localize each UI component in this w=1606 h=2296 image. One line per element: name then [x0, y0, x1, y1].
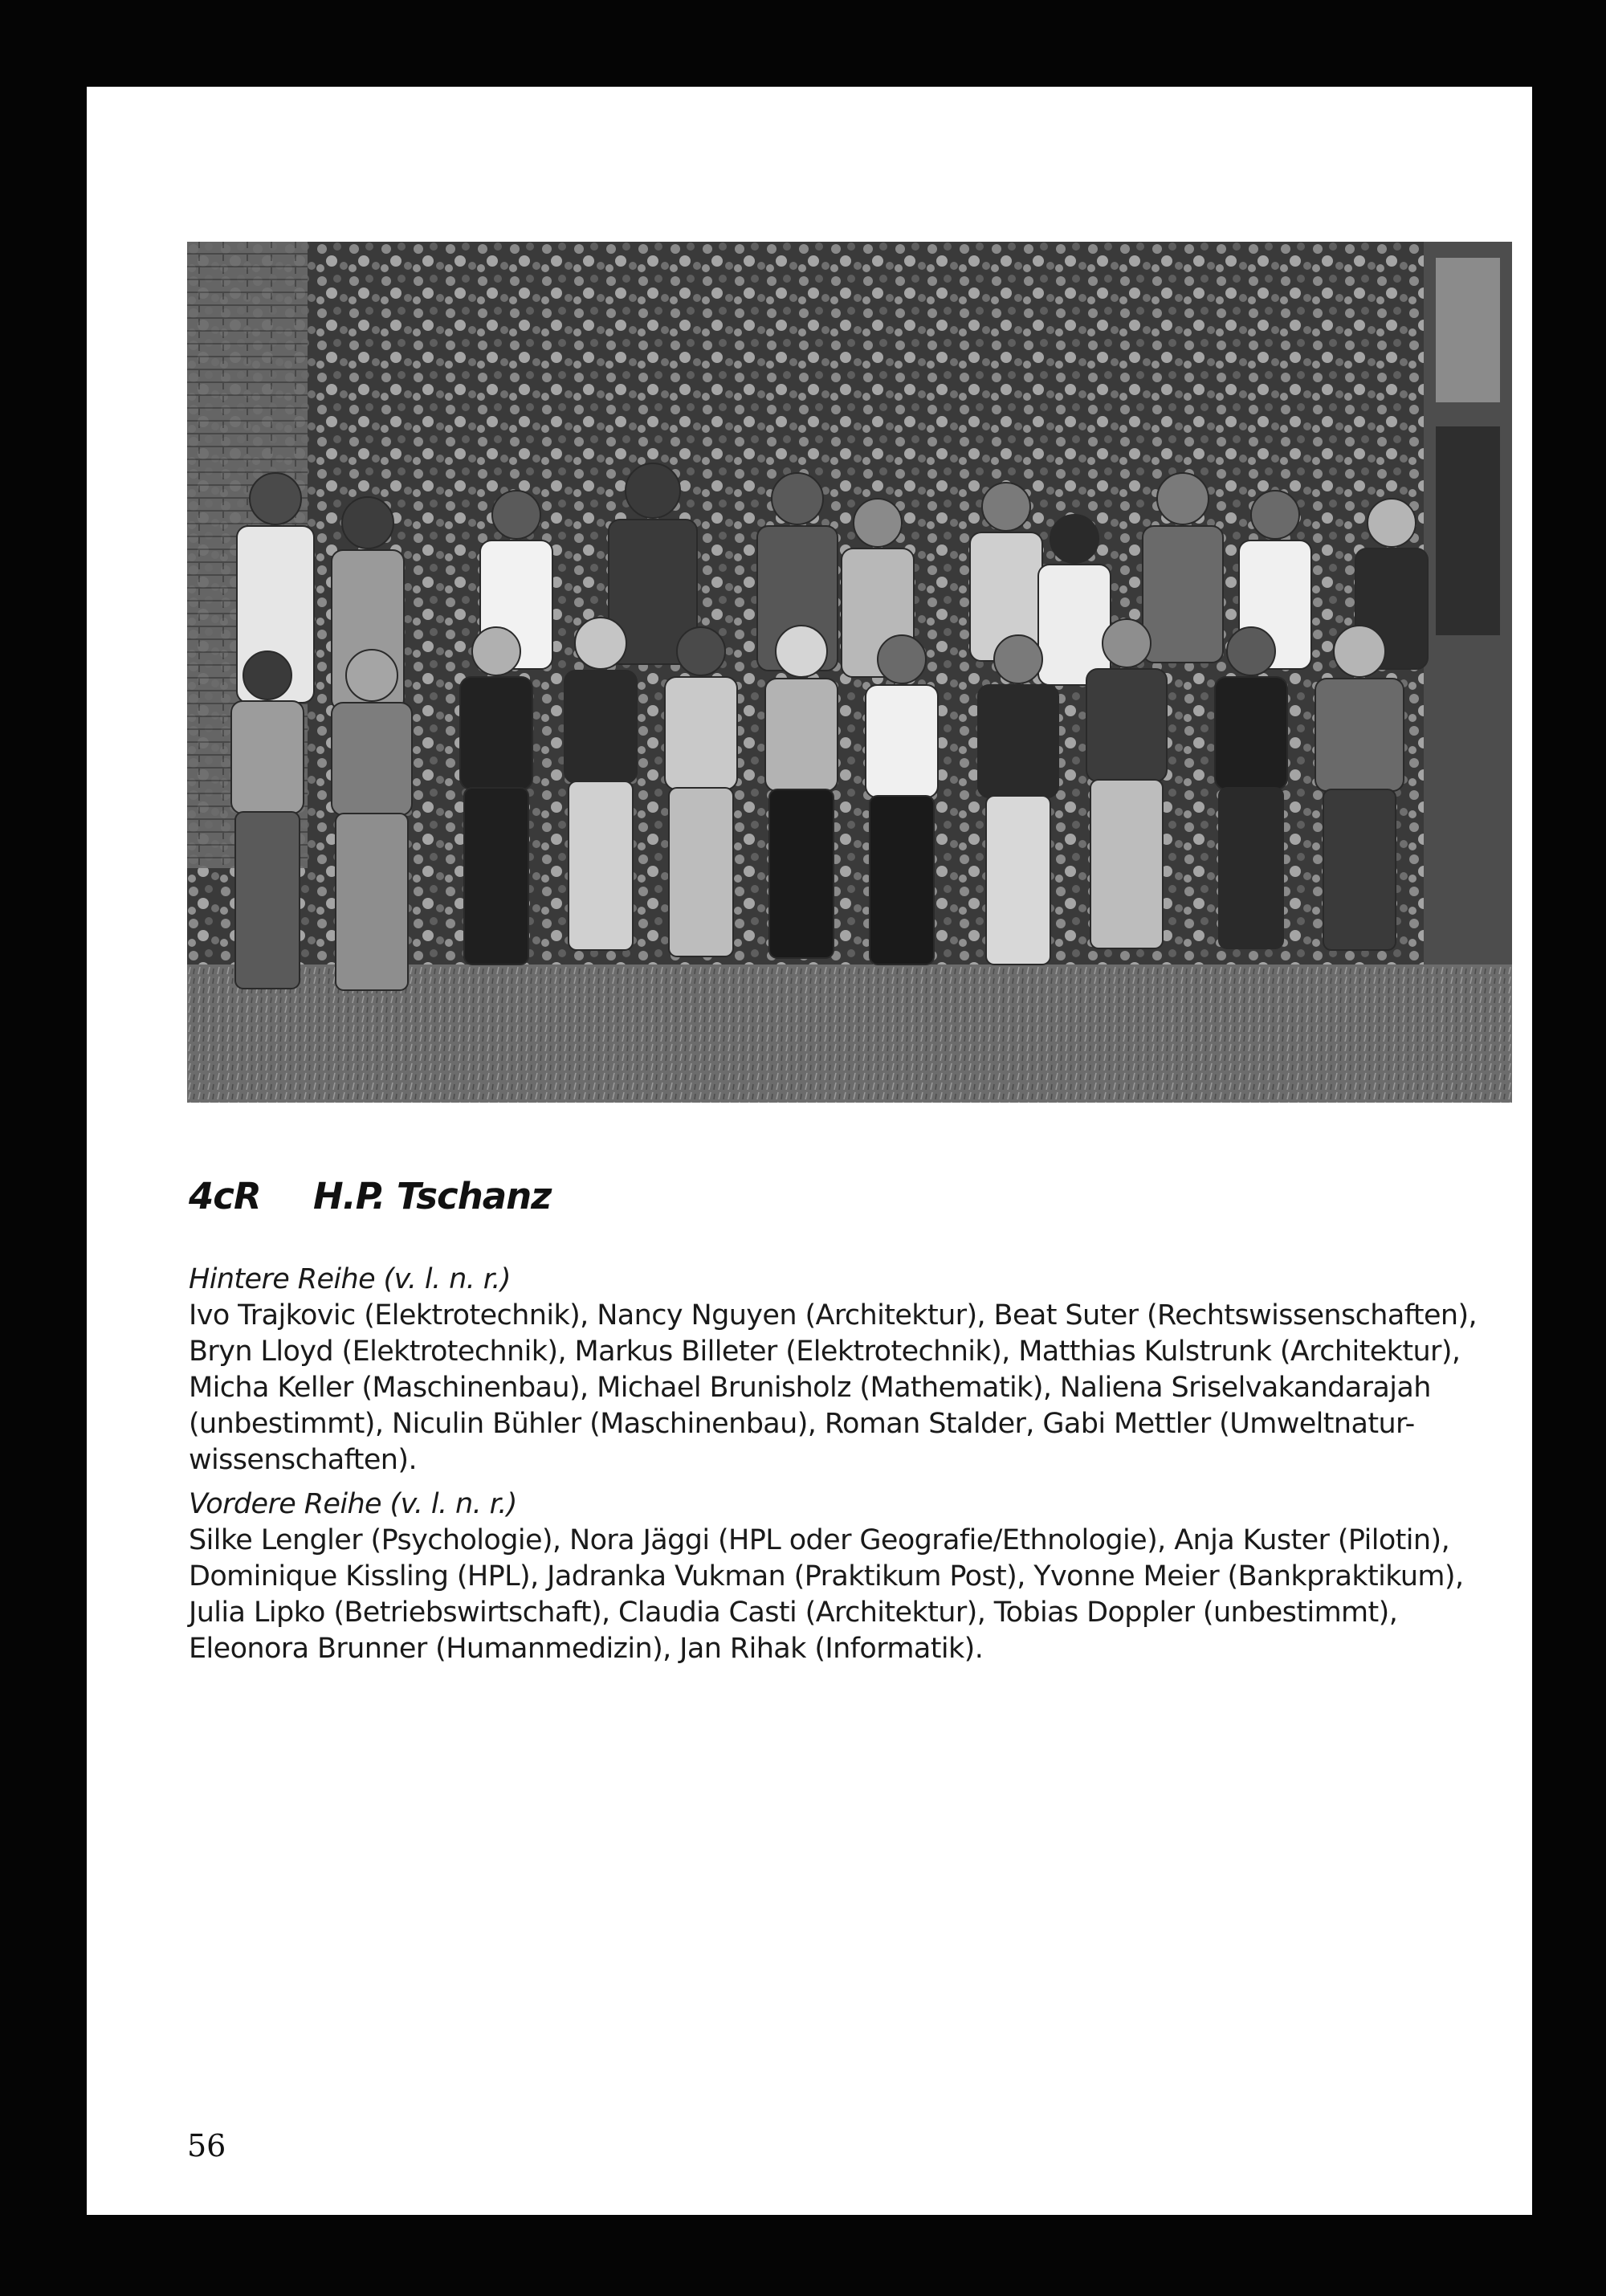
front-row-label: Vordere Reihe (v. l. n. r.) [189, 1488, 517, 1520]
back-row-names: Ivo Trajkovic (Elektrotechnik), Nancy Nguyen (Architektur), Beat Suter (Rechtswissenschaften), Bryn Lloyd (Elektrotechnik), Markus Billeter (Elektrotechnik), Matthias Kulstrunk (Architektur), Micha Keller (Maschinenbau), Michael Brunisholz (Mathematik), Naliena Sriselvakandarajah (unbestimmt), Niculin Bühler (Maschinenbau), Roman Stalder, Gabi Mettler (Umweltnatur-wissenschaften). [189, 1299, 1478, 1476]
class-code: 4cR [189, 1175, 261, 1217]
class-photo-illustration [187, 242, 1512, 1103]
document-page [87, 87, 1532, 2215]
class-heading [189, 1175, 552, 1217]
front-row-caption [189, 1486, 1522, 1667]
teacher-name: H.P. Tschanz [313, 1175, 552, 1217]
class-group-photo [187, 242, 1512, 1103]
back-row-label: Hintere Reihe (v. l. n. r.) [189, 1263, 511, 1295]
front-row-names: Silke Lengler (Psychologie), Nora Jäggi (HPL oder Geografie/Ethnologie), Anja Kuster (Pilotin), Dominique Kissling (HPL), Jadranka Vukman (Praktikum Post), Yvonne Meier (Bankpraktikum), Julia Lipko (Betriebswirtschaft), Claudia Casti (Architektur), Tobias Doppler (unbestimmt), Eleonora Brunner (Humanmedizin), Jan Rihak (Informatik). [189, 1524, 1464, 1665]
back-row-caption [189, 1262, 1522, 1478]
page-number: 56 [187, 2128, 226, 2163]
